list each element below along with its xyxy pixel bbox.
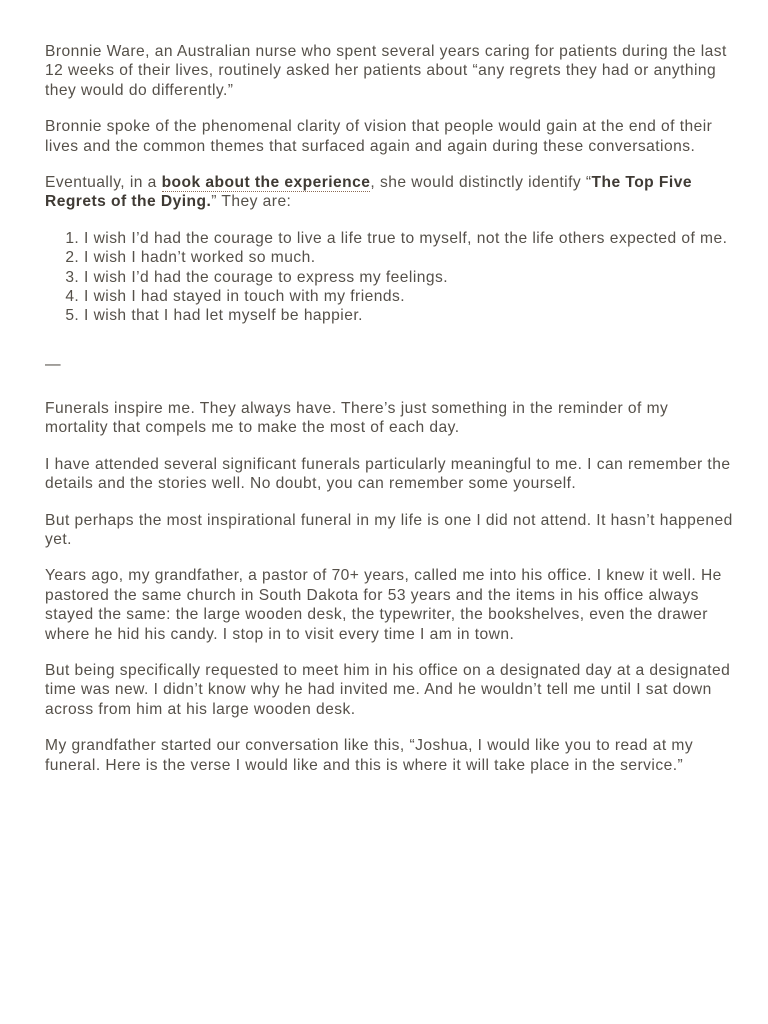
list-item: 5. I wish that I had let myself be happier. [84,306,735,325]
article-body [45,42,735,792]
list-item: 4. I wish I had stayed in touch with my friends. [84,287,735,306]
paragraph-clarity: Bronnie spoke of the phenomenal clarity of vision that people would gain at the end of their lives and the common themes that surfaced again and again during these conversations. [45,118,713,155]
paragraph-grandfather-office: Years ago, my grandfather, a pastor of 70+ years, called me into his office. I knew it well. He pastored the same church in South Dakota for 53 years and the items in his office always stayed the same: the large wooden desk, the typewriter, the bookshelves, even the drawer where he hid his candy. I stop in to visit every time I am in town. [45,567,722,643]
paragraph-bronnie-ware: Bronnie Ware, an Australian nurse who spent several years caring for patients during the last 12 weeks of their lives, routinely asked her patients about “any regrets they had or anything they would do differently.” [45,43,727,99]
paragraph-funerals-inspire: Funerals inspire me. They always have. There’s just something in the reminder of my mortality that compels me to make the most of each day. [45,399,669,437]
book-intro-middle: , she would distinctly identify “ [370,174,592,192]
book-link[interactable]: book about the experience [161,174,371,192]
section-divider: — [45,355,62,373]
paragraph-inspirational-funeral: But perhaps the most inspirational funeral in my life is one I did not attend. It hasn’t happened yet. [45,511,733,548]
regrets-list [45,229,735,326]
book-intro-end: ” They are: [211,193,292,211]
paragraph-attended-funerals: I have attended several significant funerals particularly meaningful to me. I can remember the details and the stories well. No doubt, you can remember some yourself. [45,455,731,493]
paragraph-designated-meeting: But being specifically requested to meet him in his office on a designated day at a designated time was new. I didn’t know why he had invited me. And he wouldn’t tell me until I sat down across from him at his large wooden desk. [45,661,731,718]
list-item: 3. I wish I’d had the courage to express my feelings. [84,268,735,287]
book-intro-text: Eventually, in a [45,174,162,192]
paragraph-conversation-start: My grandfather started our conversation like this, “Joshua, I would like you to read at my funeral. Here is the verse I would like and this is where it will take place in the service.” [45,737,694,774]
list-item: 2. I wish I hadn’t worked so much. [84,248,735,267]
list-item: 1. I wish I’d had the courage to live a life true to myself, not the life others expected of me. [84,229,735,248]
paragraph-book-intro [45,173,735,212]
book-title: The Top Five Regrets of the Dying. [45,174,692,211]
